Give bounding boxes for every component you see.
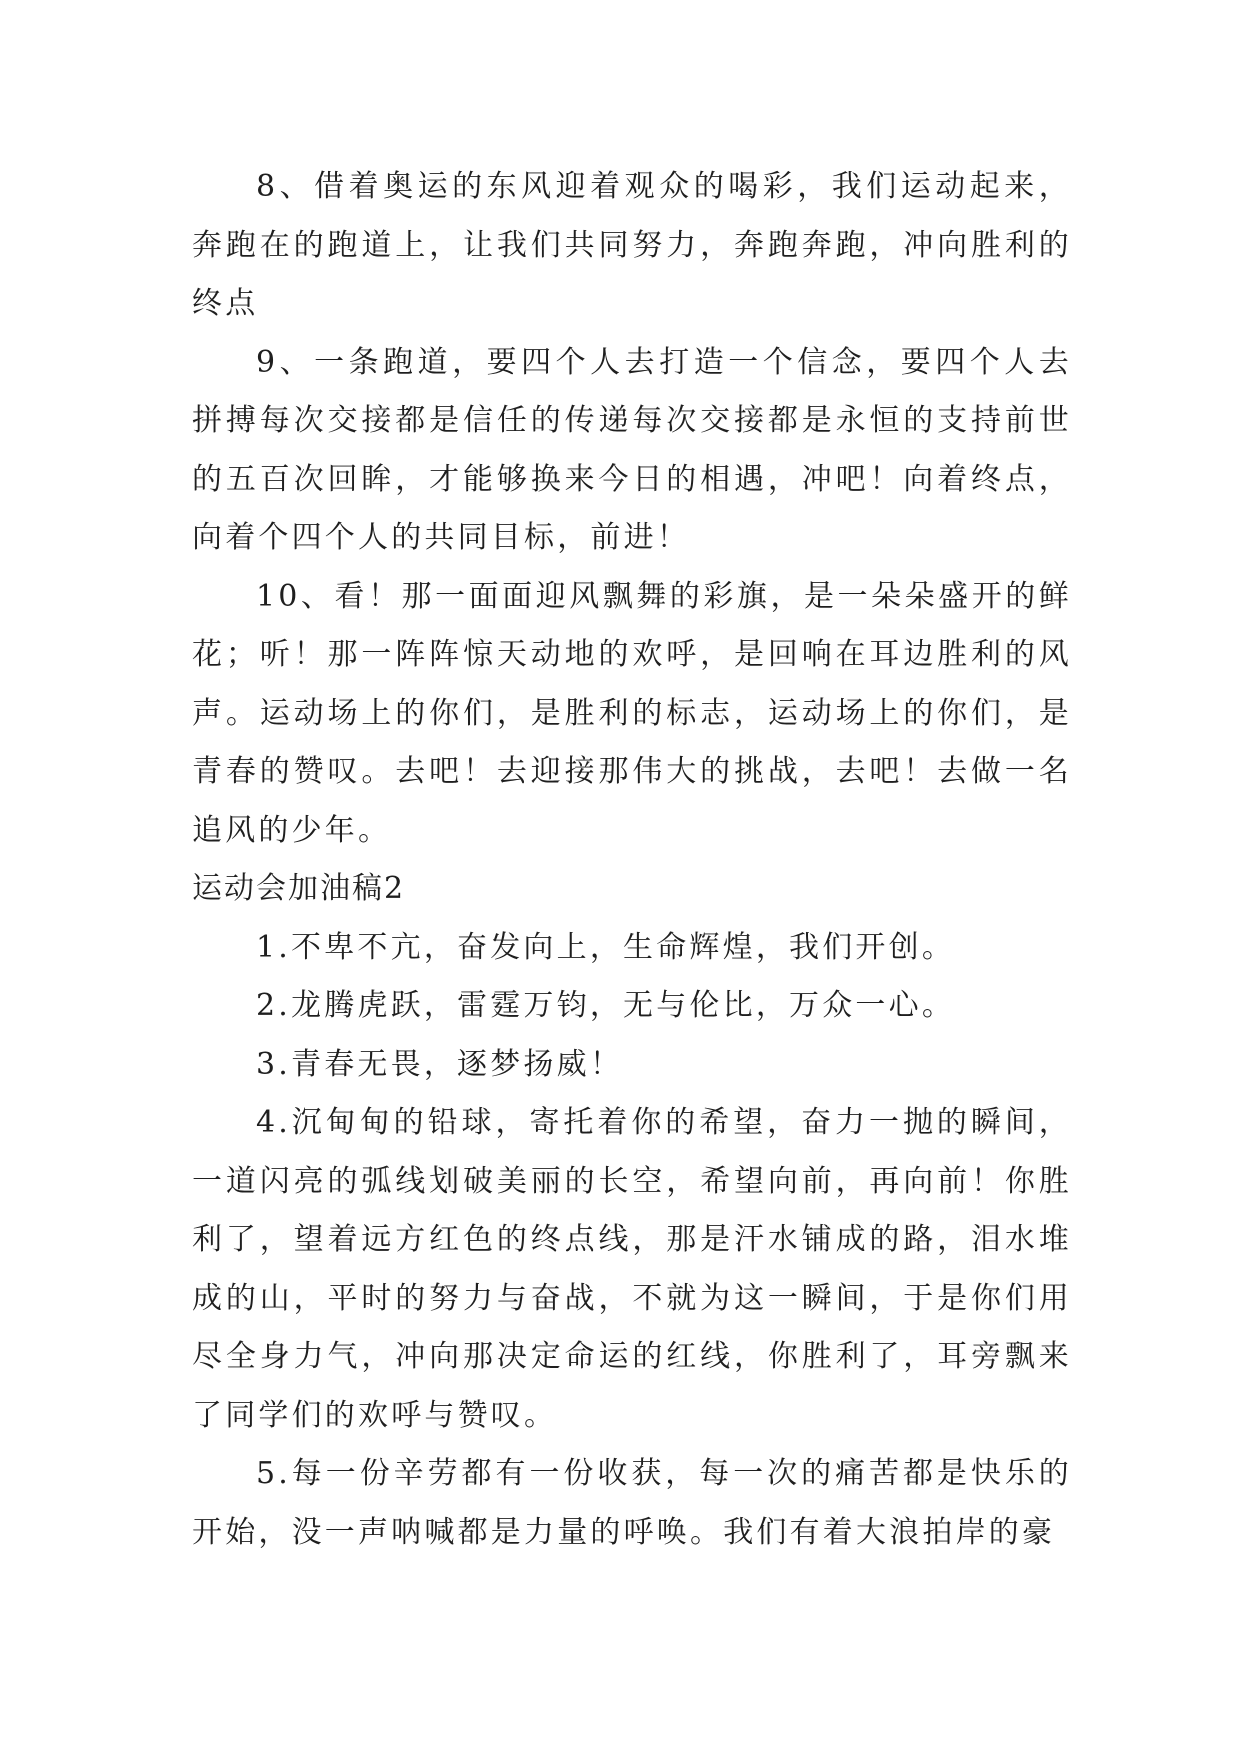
paragraph-10: 10、看！那一面面迎风飘舞的彩旗，是一朵朵盛开的鲜花；听！那一阵阵惊天动地的欢呼，是回响在耳边胜利的风声。运动场上的你们，是胜利的标志，运动场上的你们，是青春的赞叹。去吧！去迎接那伟大的挑战，去吧！去做一名追风的少年。 bbox=[192, 578, 1072, 848]
slogan-2: 2.龙腾虎跃，雷霆万钧，无与伦比，万众一心。 bbox=[256, 988, 956, 1023]
paragraph-8: 8、借着奥运的东风迎着观众的喝彩，我们运动起来，奔跑在的跑道上，让我们共同努力，奔跑奔跑，冲向胜利的终点 bbox=[192, 169, 1072, 321]
slogan-1: 1.不卑不亢，奋发向上，生命辉煌，我们开创。 bbox=[256, 929, 956, 965]
document-body bbox=[192, 158, 1072, 1562]
slogan-4: 4.沉甸甸的铅球，寄托着你的希望，奋力一抛的瞬间，一道闪亮的弧线划破美丽的长空，希望向前，再向前！你胜利了，望着远方红色的终点线，那是汗水铺成的路，泪水堆成的山，平时的努力与奋战，不就为这一瞬间，于是你们用尽全身力气，冲向那决定命运的红线，你胜利了，耳旁飘来了同学们的欢呼与赞叹。 bbox=[192, 1105, 1072, 1433]
section-heading: 运动会加油稿2 bbox=[192, 871, 406, 906]
paragraph-9: 9、一条跑道，要四个人去打造一个信念，要四个人去拼搏每次交接都是信任的传递每次交接都是永恒的支持前世的五百次回眸，才能够换来今日的相遇，冲吧！向着终点，向着个四个人的共同目标，前进！ bbox=[192, 344, 1072, 555]
slogan-3: 3.青春无畏，逐梦扬威！ bbox=[256, 1046, 624, 1082]
slogan-5: 5.每一份辛劳都有一份收获，每一次的痛苦都是快乐的开始，没一声呐喊都是力量的呼唤。我们有着大浪拍岸的豪 bbox=[192, 1456, 1072, 1550]
